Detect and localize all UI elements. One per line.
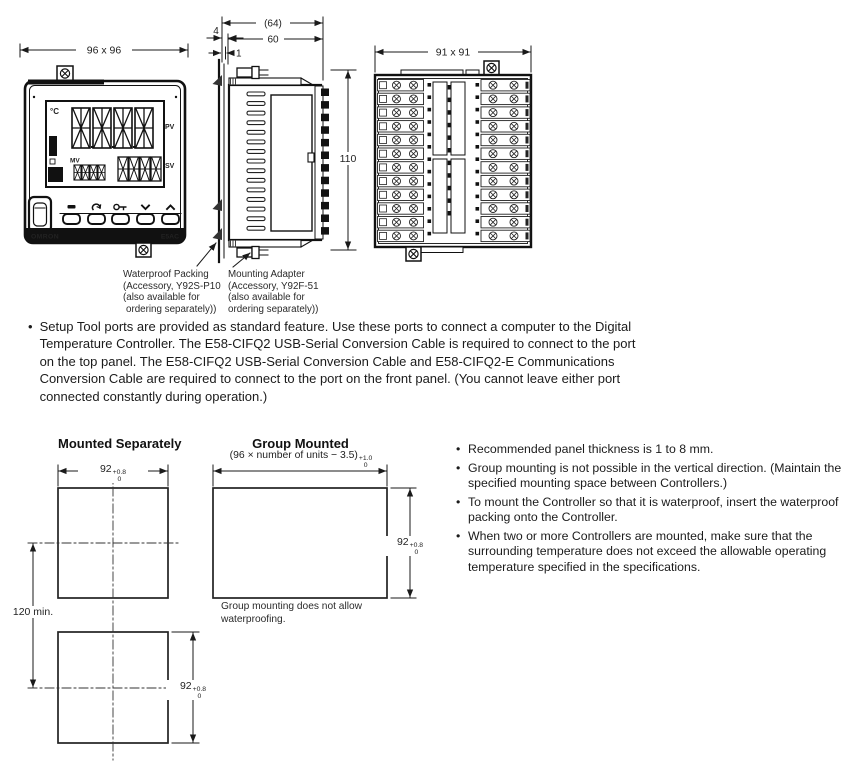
side-height-dimension: 110 <box>339 153 357 165</box>
mounted-separately-title: Mounted Separately <box>58 436 182 451</box>
tolerance-minus: 0 <box>117 475 122 483</box>
mv-digit <box>74 165 81 180</box>
separate-height-dimension <box>166 680 220 700</box>
label-line: (also available for <box>228 292 305 304</box>
group-mounting-caption: Group mounting does not allow waterproofing. <box>221 601 363 625</box>
mv-label: MV <box>70 157 80 165</box>
note-item <box>456 461 850 492</box>
front-key-button <box>88 214 105 224</box>
tolerance-stack <box>193 687 206 700</box>
setup-tool-note-text: Setup Tool ports are provided as standard feature. Use these ports to connect a computer to the Digital Temperature Controller. The E58-CIFQ2 USB-Serial Conversion Cable is required to connect to the port on the top panel. The E58-CIFQ2 USB-Serial Conversion Cable and E58-CIFQ2-E Communications Conversion Cable are required to connect to the port on the front panel. (You cannot leave either port connected constantly during operation.) <box>39 319 636 404</box>
screw-icon <box>409 249 418 258</box>
note-text: Group mounting is not possible in the vertical direction. (Maintain the specified mounting space between Controllers.) <box>468 460 842 490</box>
tolerance-minus: 0 <box>414 548 419 556</box>
front-key-button <box>162 214 179 224</box>
sv-digit <box>118 157 128 181</box>
sv-label: SV <box>165 163 175 170</box>
bullet: • <box>456 528 461 543</box>
pv-digit <box>72 108 90 148</box>
screw-icon <box>60 69 69 78</box>
status-indicator-block <box>48 167 63 182</box>
tolerance-plus: +0.8 <box>409 542 424 549</box>
label-line: (Accessory, Y92F-51 <box>228 280 319 292</box>
front-top-port-cover <box>28 80 104 85</box>
front-setup-port <box>29 197 51 232</box>
screw-icon <box>139 245 148 254</box>
rear-width-dimension: 91 x 91 <box>435 46 471 59</box>
model-label: E5AC <box>160 233 179 241</box>
mv-digit <box>90 165 97 180</box>
side-total-depth-dimension: (64) <box>264 18 282 30</box>
sv-digit <box>129 157 139 181</box>
group-height-dimension <box>383 536 437 556</box>
top-adapter-screw <box>237 68 252 77</box>
label-line: ordering separately)) <box>228 304 319 316</box>
pv-digit <box>93 108 111 148</box>
group-mounted-title: Group Mounted <box>252 436 349 451</box>
label-line: Mounting Adapter <box>228 269 305 280</box>
waterproof-packing-wedge <box>213 199 223 211</box>
mounting-adapter-label <box>228 269 319 316</box>
label-line: (Accessory, Y92S-P10 <box>123 280 221 292</box>
waterproof-packing-wedge <box>213 228 223 240</box>
tolerance-stack <box>113 470 126 483</box>
note-text: Recommended panel thickness is 1 to 8 mm. <box>468 442 714 456</box>
side-label-area <box>271 95 312 231</box>
tolerance-plus: +1.0 <box>358 455 373 462</box>
front-view-drawing <box>20 43 188 257</box>
tolerance-plus: +0.8 <box>112 469 127 476</box>
dim-base: 92 <box>179 680 192 692</box>
separate-width-dimension <box>78 463 148 483</box>
dim-base: 92 <box>99 463 112 475</box>
brand-logo: OMRON <box>31 233 60 241</box>
vertical-spacing-dimension: 120 min. <box>6 606 60 618</box>
bar-indicator <box>49 136 57 156</box>
bottom-adapter-screw <box>237 248 252 257</box>
mv-digit <box>82 165 89 180</box>
note-item <box>456 529 850 576</box>
side-packing-gap-dimension: 1 <box>236 48 242 60</box>
rear-view-drawing <box>375 45 531 261</box>
pv-digit <box>114 108 132 148</box>
sv-digit <box>151 157 161 181</box>
mv-digit <box>98 165 105 180</box>
note-text: When two or more Controllers are mounted, make sure that the surrounding temperature does not exceed the allowable operating temperature specified in the specifications. <box>468 528 827 574</box>
waterproof-packing-wedge <box>213 75 223 86</box>
dim-base: 92 <box>396 536 409 548</box>
group-cutout-rect <box>213 488 387 598</box>
label-line: ordering separately)) <box>126 304 217 316</box>
setup-tool-note <box>28 318 652 405</box>
tolerance-minus: 0 <box>197 692 202 700</box>
front-key-button <box>112 214 129 224</box>
pv-digit <box>135 108 153 148</box>
label-line: Waterproof Packing <box>123 269 209 280</box>
bullet: • <box>456 460 461 475</box>
level-key-icon <box>68 205 76 209</box>
side-bezel-depth-dimension: 4 <box>213 26 219 37</box>
bullet: • <box>456 494 461 509</box>
mounting-notes <box>456 442 850 578</box>
bullet: • <box>28 319 33 334</box>
note-item <box>456 442 850 458</box>
tolerance-minus: 0 <box>363 461 368 469</box>
waterproof-packing-leader <box>197 243 216 266</box>
formula-base: (96 × number of units − 3.5) <box>229 450 358 461</box>
tolerance-plus: +0.8 <box>192 686 207 693</box>
bullet: • <box>456 442 461 456</box>
front-key-button <box>63 214 80 224</box>
front-width-dimension: 96 x 96 <box>86 44 122 57</box>
waterproof-packing-label <box>123 269 221 316</box>
front-key-button <box>137 214 154 224</box>
pv-label: PV <box>165 124 175 131</box>
note-text: To mount the Controller so that it is waterproof, insert the waterproof packing onto the Controller. <box>468 494 839 524</box>
note-item <box>456 495 850 526</box>
sv-digit <box>140 157 150 181</box>
temp-unit-indicator: °C <box>50 107 59 116</box>
side-panel-depth-dimension: 60 <box>267 34 279 46</box>
screw-icon <box>487 63 496 72</box>
tolerance-stack <box>410 543 423 556</box>
label-line: (also available for <box>123 292 200 304</box>
side-view-drawing <box>197 17 360 267</box>
